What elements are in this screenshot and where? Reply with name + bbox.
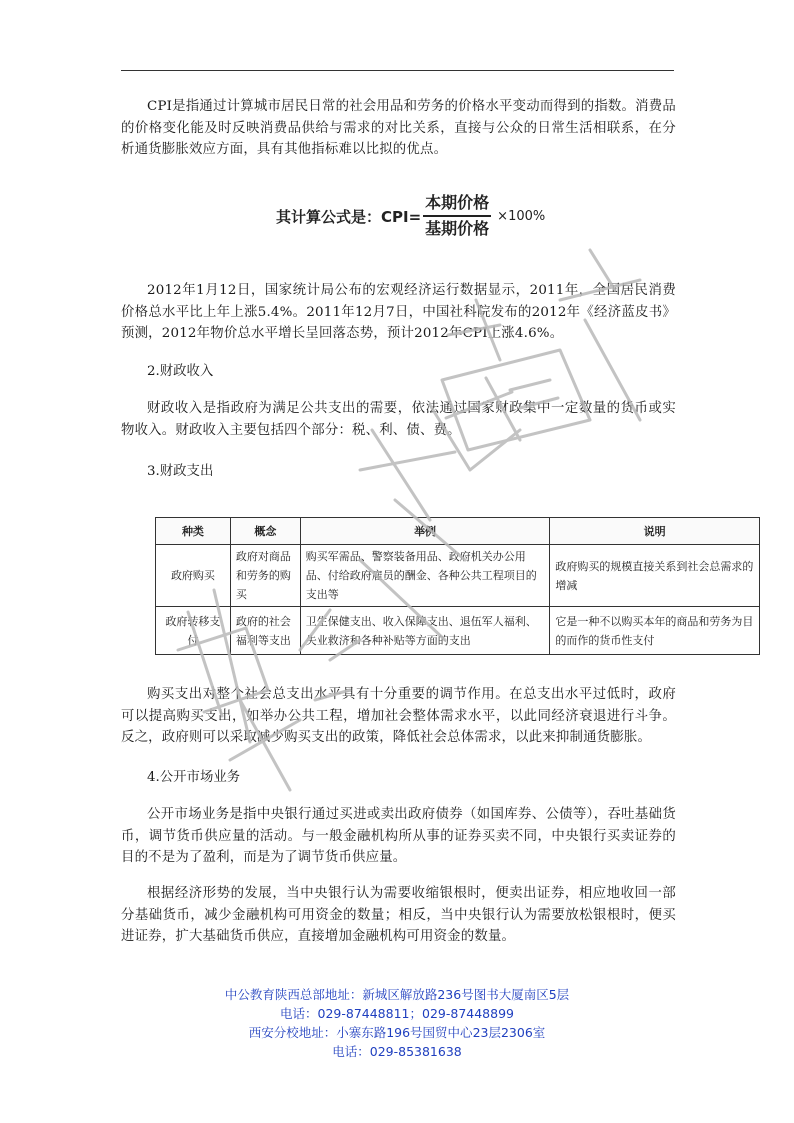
table-cell: 政府的社会福利等支出	[230, 607, 300, 655]
table-cell: 政府对商品和劳务的购买	[230, 545, 300, 607]
formula-multiplier: ×100%	[497, 208, 546, 224]
open-market-paragraph-1: 公开市场业务是指中央银行通过买进或卖出政府债券（如国库券、公债等），吞吐基础货币，调节货币供应量的活动。与一般金融机构所从事的证券买卖不同，中央银行买卖证券的目的不是为了盈利，而是为了调节货币供应量。	[121, 807, 676, 865]
purchase-spending-paragraph: 购买支出对整个社会总支出水平具有十分重要的调节作用。在总支出水平过低时，政府可以提高购买支出，如举办公共工程，增加社会整体需求水平，以此同经济衰退进行斗争。反之，政府则可以采取减少购买支出的政策，降低社会总体需求，以此来抑制通货膨胀。	[121, 687, 676, 745]
table-cell: 购买军需品、警察装备用品、政府机关办公用品、付给政府雇员的酬金、各种公共工程项目的支出等	[300, 545, 550, 607]
formula-denominator: 基期价格	[425, 219, 490, 238]
table-cell: 它是一种不以购买本年的商品和劳务为目的而作的货币性支付	[550, 607, 760, 655]
table-cell: 卫生保健支出、收入保障支出、退伍军人福利、失业救济和各种补贴等方面的支出	[300, 607, 550, 655]
open-market-paragraph-2: 根据经济形势的发展，当中央银行认为需要收缩银根时，便卖出证券，相应地收回一部分基础货币，减少金融机构可用资金的数量；相反，当中央银行认为需要放松银根时，便买进证券，扩大基础货币供应，直接增加金融机构可用资金的数量。	[121, 886, 676, 944]
table-header-cell: 种类	[156, 518, 231, 545]
footer-hq-address: 中公教育陕西总部地址：新城区解放路236号图书大厦南区5层	[224, 987, 570, 1002]
formula-fraction	[423, 193, 491, 239]
table-header-cell: 举例	[300, 518, 550, 545]
header-rule	[121, 70, 674, 71]
footer-hq-phone: 电话：029-87448811；029-87448899	[280, 1006, 514, 1021]
footer-branch-address: 西安分校地址：小寨东路196号国贸中心23层2306室	[248, 1025, 546, 1040]
table-header-cell: 概念	[230, 518, 300, 545]
table-cell: 政府购买的规模直接关系到社会总需求的增减	[550, 545, 760, 607]
formula-numerator: 本期价格	[425, 193, 490, 212]
table-header-row	[156, 518, 760, 545]
cpi-data-paragraph: 2012年1月12日，国家统计局公布的宏观经济运行数据显示，2011年，全国居民消费价格总水平比上年上涨5.4%。2011年12月7日，中国社科院发布的2012年《经济蓝皮书》预测，2012年物价总水平增长呈回落态势，预计2012年CPI上涨4.6%。	[121, 283, 676, 341]
section-heading-fiscal-revenue: 2.财政收入	[147, 364, 214, 379]
table-cell: 政府转移支付	[156, 607, 231, 655]
formula-prefix: 其计算公式是：CPI=	[276, 207, 422, 226]
fiscal-revenue-paragraph: 财政收入是指政府为满足公共支出的需要，依法通过国家财政集中一定数量的货币或实物收入。财政收入主要包括四个部分：税、利、债、费。	[121, 401, 676, 438]
fiscal-expenditure-table	[155, 517, 760, 655]
fraction-bar	[423, 215, 491, 217]
section-heading-fiscal-expenditure: 3.财政支出	[147, 464, 214, 479]
cpi-intro-paragraph: CPI是指通过计算城市居民日常的社会用品和劳务的价格水平变动而得到的指数。消费品的价格变化能及时反映消费品供给与需求的对比关系，直接与公众的日常生活相联系，在分析通货膨胀效应方面，具有其他指标难以比拟的优点。	[121, 99, 676, 157]
footer-branch-phone: 电话：029-85381638	[332, 1044, 462, 1059]
footer-contact	[0, 985, 794, 1061]
table-cell: 政府购买	[156, 545, 231, 607]
table-row	[156, 545, 760, 607]
table-row	[156, 607, 760, 655]
cpi-formula	[276, 192, 545, 240]
section-heading-open-market: 4.公开市场业务	[147, 770, 241, 785]
table-header-cell: 说明	[550, 518, 760, 545]
